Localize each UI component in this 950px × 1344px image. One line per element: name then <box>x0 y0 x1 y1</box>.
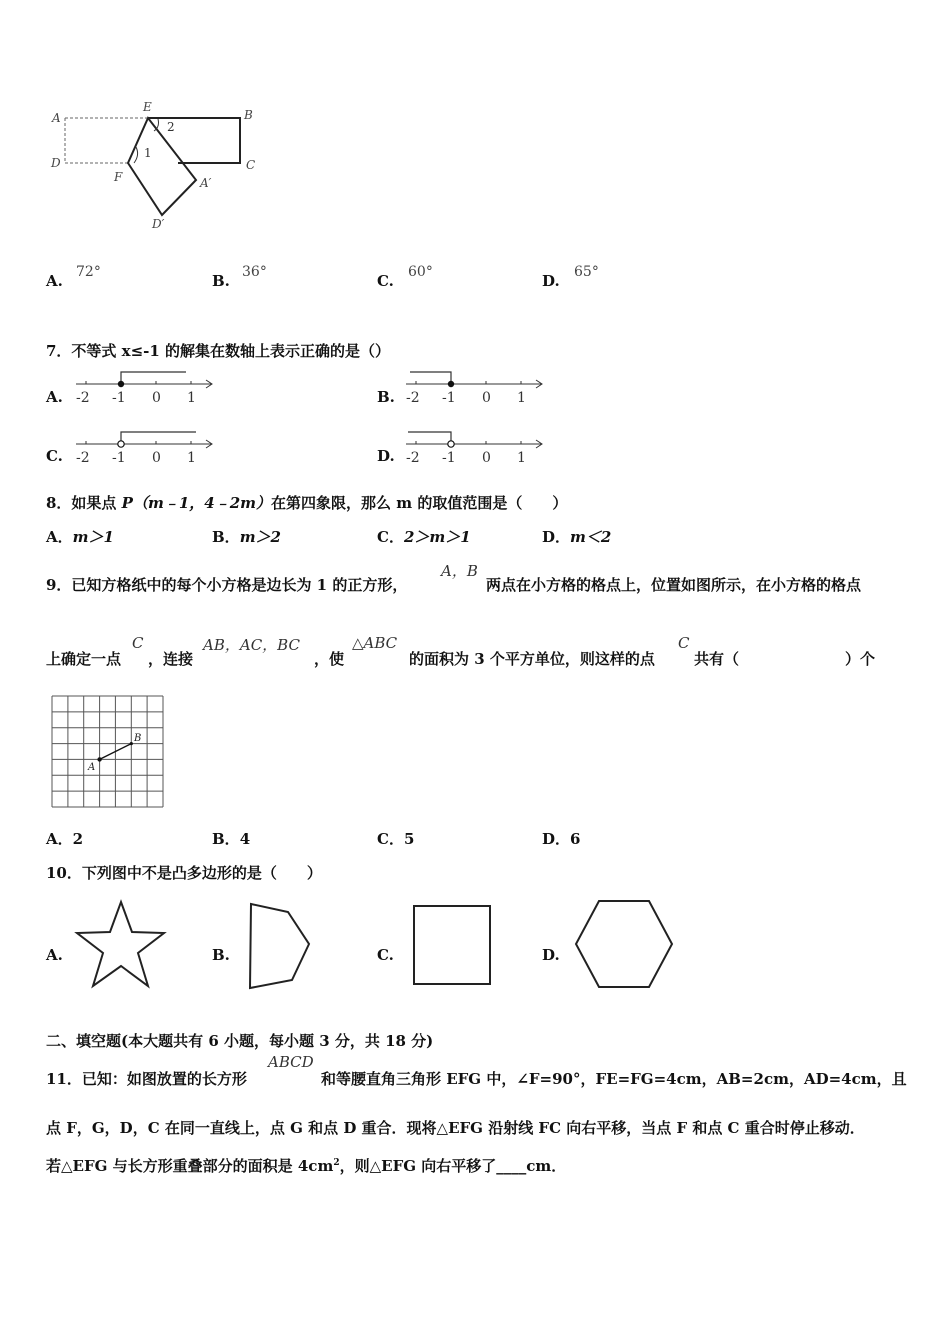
label-D-prime: D′ <box>152 217 165 231</box>
tick-label: 1 <box>187 450 196 466</box>
square-shape[interactable] <box>411 903 493 987</box>
point-A <box>97 757 101 761</box>
q8-option-a[interactable] <box>46 526 114 547</box>
q9-line2-c: ，使 <box>314 650 345 668</box>
option-letter: D． <box>542 528 571 546</box>
q11-line3 <box>46 1155 566 1176</box>
q6-option-c[interactable] <box>377 272 394 290</box>
q10-option-b-letter[interactable]: B. <box>212 946 230 964</box>
q7-option-c-letter[interactable]: C. <box>46 447 63 465</box>
pentagon-shape[interactable] <box>246 900 316 994</box>
q9-option-d[interactable] <box>542 828 580 849</box>
q9-math-C2: C <box>678 634 690 652</box>
option-value: m＞1 <box>72 528 114 546</box>
grid-lines <box>52 696 163 807</box>
q7-number-line-d[interactable] <box>402 428 552 468</box>
label-F: F <box>114 170 123 184</box>
q8-option-d[interactable] <box>542 526 611 547</box>
q9-option-a[interactable] <box>46 828 83 849</box>
q7-stem: 7．不等式 x≤-1 的解集在数轴上表示正确的是（） <box>46 342 391 360</box>
label-A: A <box>88 762 96 773</box>
q9-line2-b: ，连接 <box>148 650 194 668</box>
label-D: D <box>51 156 61 170</box>
tick-label: 0 <box>482 390 491 406</box>
q10-stem: 10．下列图中不是凸多边形的是（ ） <box>46 864 322 882</box>
q9-line2-f: ）个 <box>845 650 876 668</box>
label-angle-1: 1 <box>144 146 152 160</box>
q9-math-triangle: △ABC <box>352 634 398 652</box>
q9-math-segments: AB，AC，BC <box>203 636 300 654</box>
hollow-dot <box>448 441 454 447</box>
q8-point-expression: P（m﹣1，4﹣2m） <box>121 494 272 512</box>
q6-option-b[interactable] <box>212 272 230 290</box>
tick-label: -2 <box>76 450 90 466</box>
q11-math-rect: ABCD <box>268 1053 314 1071</box>
q9-option-c[interactable] <box>377 828 414 849</box>
q6-option-a-value: 72° <box>76 264 101 280</box>
option-value: m＞2 <box>239 528 281 546</box>
tick-label: 1 <box>187 390 196 406</box>
tick-label: 0 <box>482 450 491 466</box>
q6-option-c-value: 60° <box>408 264 433 280</box>
label-A: A <box>52 111 61 125</box>
tick-label: -2 <box>76 390 90 406</box>
option-letter: D. <box>542 272 560 290</box>
q6-option-d[interactable] <box>542 272 560 290</box>
q7-option-b-letter[interactable]: B. <box>377 388 395 406</box>
q11-line3-sup: 2 <box>333 1158 340 1168</box>
label-B: B <box>244 108 253 122</box>
q8-option-c[interactable] <box>377 526 471 547</box>
tick-label: -2 <box>406 450 420 466</box>
q8-option-b[interactable] <box>212 526 281 547</box>
star-shape[interactable] <box>74 898 170 992</box>
option-letter: C． <box>377 830 404 848</box>
option-letter: C． <box>377 528 404 546</box>
q9-math-C: C <box>132 634 144 652</box>
label-C: C <box>246 158 256 172</box>
q9-line2-e: 共有（ <box>694 650 740 668</box>
option-value: m＜2 <box>570 528 612 546</box>
option-letter: A． <box>46 830 73 848</box>
solution-ray <box>121 432 196 441</box>
q7-number-line-a[interactable] <box>72 368 222 408</box>
label-A-prime: A′ <box>200 176 212 190</box>
q8-stem-prefix: 8．如果点 <box>46 494 117 512</box>
option-value: 5 <box>403 830 415 848</box>
option-letter: C. <box>377 272 394 290</box>
option-letter: A． <box>46 528 73 546</box>
fold-rectangle-figure <box>40 95 280 240</box>
tick-label: -1 <box>112 450 126 466</box>
tick-label: -1 <box>442 450 456 466</box>
q11-line3-b: ，则△EFG 向右平移了____cm． <box>339 1157 567 1175</box>
q7-number-line-c[interactable] <box>72 428 222 468</box>
option-value: 2 <box>72 830 84 848</box>
hollow-dot <box>118 441 124 447</box>
q7-option-a-letter[interactable]: A. <box>46 388 63 406</box>
q6-option-b-value: 36° <box>242 264 267 280</box>
q6-option-d-value: 65° <box>574 264 599 280</box>
q9-line2-a: 上确定一点 <box>46 650 122 668</box>
q7-option-d-letter[interactable]: D. <box>377 447 395 465</box>
solid-dot <box>448 381 454 387</box>
hexagon-shape[interactable] <box>573 898 675 992</box>
section-2-title: 二、填空题(本大题共有 6 小题，每小题 3 分，共 18 分) <box>46 1032 434 1050</box>
q7-number-line-b[interactable] <box>402 368 552 408</box>
q8-stem <box>46 492 567 513</box>
tick-label: -1 <box>112 390 126 406</box>
q10-option-d-letter[interactable]: D. <box>542 946 560 964</box>
solid-dot <box>118 381 124 387</box>
tick-label: 1 <box>517 450 526 466</box>
q9-math-AB: A，B <box>441 562 478 580</box>
q10-option-a-letter[interactable]: A. <box>46 946 63 964</box>
q6-option-a[interactable] <box>46 272 63 290</box>
label-B: B <box>134 733 142 744</box>
option-value: 2＞m＞1 <box>403 528 471 546</box>
q9-line2-d: 的面积为 3 个平方单位，则这样的点 <box>409 650 655 668</box>
q11-line1-b: 和等腰直角三角形 EFG 中，∠F=90°，FE=FG=4cm，AB=2cm，AD=4cm，且 <box>321 1070 907 1088</box>
option-letter: B． <box>212 528 240 546</box>
q11-line2: 点 F，G，D，C 在同一直线上，点 G 和点 D 重合．现将△EFG 沿射线 FC 向右平移，当点 F 和点 C 重合时停止移动． <box>46 1119 865 1137</box>
q8-stem-suffix: 在第四象限，那么 m 的取值范围是（ ） <box>271 494 568 512</box>
q9-line1-a: 9．已知方格纸中的每个小方格是边长为 1 的正方形， <box>46 576 408 594</box>
q9-grid-figure <box>50 694 166 810</box>
tick-label: 0 <box>152 450 161 466</box>
rectangle-EBCF <box>148 118 240 163</box>
option-letter: B． <box>212 830 240 848</box>
option-letter: A. <box>46 272 63 290</box>
option-value: 6 <box>570 830 581 848</box>
q11-line3-a: 若△EFG 与长方形重叠部分的面积是 4cm <box>46 1157 334 1175</box>
solution-ray <box>408 432 451 441</box>
option-value: 4 <box>239 830 251 848</box>
tick-label: -2 <box>406 390 420 406</box>
q10-option-c-letter[interactable]: C. <box>377 946 394 964</box>
q9-option-b[interactable] <box>212 828 250 849</box>
tick-label: -1 <box>442 390 456 406</box>
solution-ray <box>121 372 186 384</box>
label-angle-2: 2 <box>167 120 175 134</box>
tick-label: 1 <box>517 390 526 406</box>
point-B <box>130 742 133 745</box>
folded-part-EFD'A' <box>128 118 196 215</box>
label-E: E <box>143 100 152 114</box>
q9-line1-b: 两点在小方格的格点上，位置如图所示，在小方格的格点 <box>486 576 862 594</box>
option-letter: D． <box>542 830 571 848</box>
option-letter: B. <box>212 272 230 290</box>
q11-line1-a: 11．已知：如图放置的长方形 <box>46 1070 247 1088</box>
tick-label: 0 <box>152 390 161 406</box>
